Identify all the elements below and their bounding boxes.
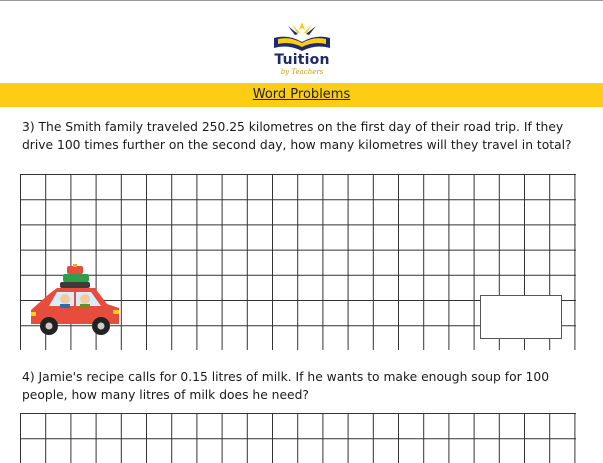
working-grid-q4 [20, 413, 576, 463]
answer-box[interactable] [480, 295, 562, 339]
logo-tagline: by Teachers [280, 68, 324, 76]
car-with-family-icon [27, 264, 127, 344]
tuition-logo [262, 20, 342, 80]
section-banner [0, 83, 603, 107]
book-logo-icon [262, 20, 342, 54]
banner-title: Word Problems [252, 87, 351, 102]
question-3: 3) The Smith family traveled 250.25 kilometres on the first day of their road trip. If they drive 100 times further on the second day, how many kilometres will they travel in total? [22, 120, 572, 152]
logo-title: Tuition [274, 52, 330, 68]
top-rule [0, 0, 603, 1]
question-4: 4) Jamie's recipe calls for 0.15 litres of milk. If he wants to make enough soup for 100 people, how many litres of milk does he need? [22, 370, 550, 402]
